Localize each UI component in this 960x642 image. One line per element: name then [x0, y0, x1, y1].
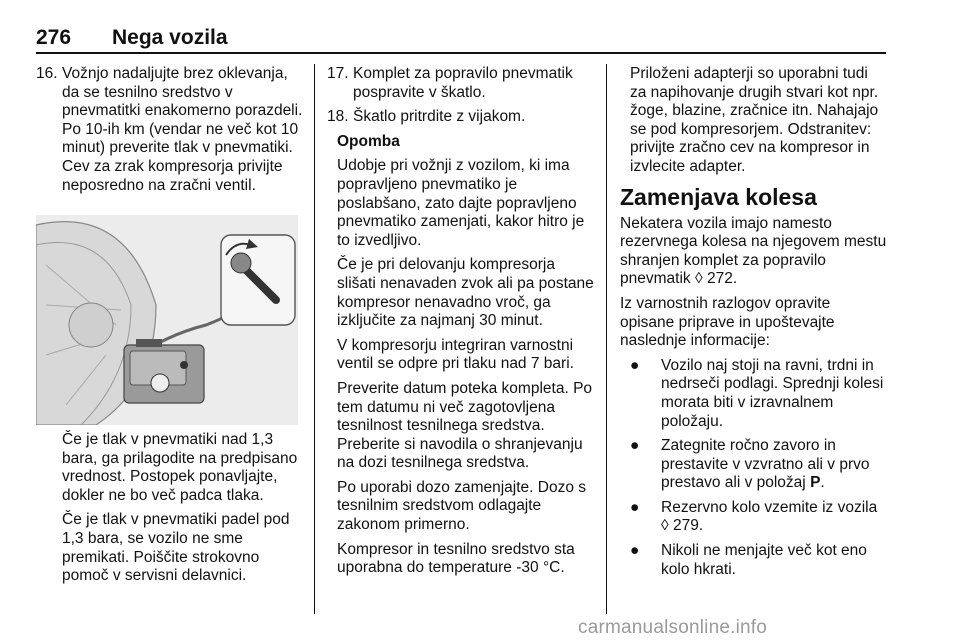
paragraph-text: Nekatera vozila imajo namesto rezervnega kolesa na njegovem mestu shranjen komplet za popravilo pnevmatik	[620, 214, 887, 288]
gear-position-label: P	[810, 474, 821, 492]
bullet-text: Nikoli ne menjajte več kot eno kolo hkrati.	[661, 542, 867, 578]
step-number: 17.	[327, 65, 349, 82]
bullet-icon: ●	[630, 542, 640, 560]
paragraph: Če je tlak v pnevmatiki nad 1,3 bara, ga prilagodite na predpisano vrednost. Postopek ponavljajte, dokler ne bo več padca tlaka.	[62, 431, 298, 504]
watermark: carmanualsonline.info	[578, 617, 768, 638]
bullet-icon: ●	[630, 498, 640, 516]
column-1	[36, 65, 304, 201]
step-number: 16.	[36, 65, 58, 82]
paragraph: Če je tlak v pnevmatiki padel pod 1,3 bara, se vozilo ne sme premikati. Poiščite strokovno pomoč v servisni delavnici.	[62, 511, 290, 585]
step-text: Komplet za popravilo pnevmatik pospravite v škatlo.	[353, 65, 573, 101]
paragraph: Po uporabi dozo zamenjajte. Dozo s tesnilnim sredstvom odlagajte zakonom primerno.	[337, 478, 587, 534]
page-reference[interactable]: 279.	[672, 517, 704, 535]
paragraph: Priloženi adapterji so uporabni tudi za napihovanje drugih stvari kot npr. žoge, blazine, zračnice itn. Nahajajo se pod kompresorjem. Odstranitev: privijte zračno cev na kompresor in izvlecite adapter.	[630, 65, 879, 175]
page-title: Nega vozila	[112, 26, 228, 49]
bullet-icon: ●	[630, 437, 640, 455]
header-rule	[36, 52, 886, 54]
step-18	[327, 108, 595, 127]
paragraph	[620, 215, 888, 289]
paragraph: Preverite datum poteka kompleta. Po tem datumu ni več zagotovljena tesnilnost tesnilnega sredstva. Preberite si navodila o shranjevanju na dozi tesnilnega sredstva.	[337, 379, 593, 472]
paragraph: Če je pri delovanju kompresorja slišati nenavaden zvok ali pa postane kompresor nenavadno vroč, ga izključite za najmanj 30 minut.	[337, 256, 594, 330]
page-number: 276	[36, 26, 72, 49]
column-divider	[314, 64, 315, 614]
step-text: Vožnjo nadaljujte brez oklevanja, da se tesnilno sredstvo v pnevmatitki enakomerno porazdeli. Po 10-ih km (vendar ne več kot 10 minut) preverite tlak v pnevmatiki. Cev za zrak kompresorja privijte neposredno na zračni ventil.	[62, 65, 303, 194]
bullet-item	[630, 499, 888, 536]
step-number: 18.	[327, 108, 349, 126]
bullet-text: Vozilo naj stoji na ravni, trdni in nedrseči podlagi. Sprednji kolesi morata biti v izravnalnem položaju.	[661, 356, 884, 430]
column-1-lower	[62, 431, 306, 592]
step-17	[327, 65, 595, 102]
section-title: Zamenjava kolesa	[620, 183, 817, 210]
column-divider	[606, 64, 607, 614]
paragraph: Udobje pri vožnji z vozilom, ki ima popravljeno pnevmatiko je poslabšano, zato dajte popravljeno pnevmatiko zamenjati, kakor hitro je to izvedljivo.	[337, 157, 585, 249]
bullet-item: ● Zategnite ročno zavoro in prestavite v vzvratno ali v prvo prestavo ali v položaj P.	[630, 437, 870, 492]
column-2	[327, 65, 595, 584]
bullet-text: Zategnite ročno zavoro in prestavite v vzvratno ali v prvo prestavo ali v položaj	[661, 437, 870, 492]
note-heading: Opomba	[337, 132, 400, 150]
bullet-item	[630, 542, 888, 579]
step-16	[36, 65, 304, 195]
paragraph: V kompresorju integriran varnostni ventil se odpre pri tlaku nad 7 bari.	[337, 336, 574, 373]
note-block	[327, 133, 595, 578]
bullet-text: Rezervno kolo vzemite iz vozila	[661, 498, 878, 516]
paragraph: Kompresor in tesnilno sredstvo sta uporabna do temperature -30 °C.	[337, 540, 575, 577]
page-reference[interactable]: 272.	[706, 270, 738, 288]
illustration-svg	[36, 215, 298, 425]
column-3	[620, 65, 888, 585]
step-text: Škatlo pritrdite z vijakom.	[353, 108, 526, 126]
bullet-icon: ●	[630, 356, 640, 374]
tyre-compressor-illustration	[36, 215, 298, 425]
page-header	[36, 26, 886, 50]
bullet-item	[630, 357, 888, 431]
cross-reference-icon: ◊	[694, 270, 703, 288]
paragraph: Iz varnostnih razlogov opravite opisane priprave in upoštevajte naslednje informacije:	[620, 294, 835, 350]
cross-reference-icon: ◊	[661, 517, 669, 535]
